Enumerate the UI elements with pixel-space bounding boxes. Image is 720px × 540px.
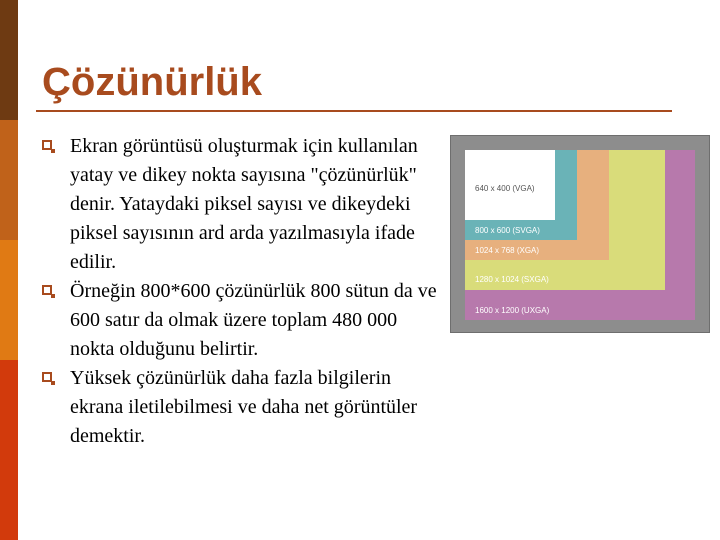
resolution-comparison-figure (450, 135, 710, 333)
side-bar-segment (0, 240, 18, 360)
square-bullet-icon (42, 140, 52, 150)
bullet-list (42, 132, 442, 451)
res-box-vga (465, 150, 555, 220)
side-bar-segment (0, 120, 18, 240)
title-underline (36, 110, 672, 112)
bullet-text: Yüksek çözünürlük daha fazla bilgilerin ekrana iletilebilmesi ve daha net görüntüler demektir. (70, 367, 418, 447)
side-accent-bar (0, 0, 18, 540)
slide-title: Çözünürlük (42, 60, 262, 104)
bullet-item (42, 364, 442, 451)
bullet-item (42, 132, 442, 277)
square-bullet-icon (42, 285, 52, 295)
side-bar-segment (0, 360, 18, 540)
side-bar-segment (0, 0, 18, 120)
res-label-sxga: 1280 x 1024 (SXGA) (475, 275, 549, 284)
bullet-item (42, 277, 442, 364)
res-label-svga: 800 x 600 (SVGA) (475, 226, 540, 235)
bullet-text: Ekran görüntüsü oluşturmak için kullanılan yatay ve dikey nokta sayısına "çözünürlük" denir. Yataydaki piksel sayısı ve dikeydeki piksel sayısının ard arda yazılmasıyla ifade edilir. (70, 135, 418, 273)
res-label-xga: 1024 x 768 (XGA) (475, 246, 540, 255)
bullet-text: Örneğin 800*600 çözünürlük 800 sütun da ve 600 satır da olmak üzere toplam 480 000 nokta olduğunu belirtir. (70, 280, 437, 360)
res-label-vga: 640 x 400 (VGA) (475, 184, 535, 193)
res-label-uxga: 1600 x 1200 (UXGA) (475, 306, 550, 315)
square-bullet-icon (42, 372, 52, 382)
